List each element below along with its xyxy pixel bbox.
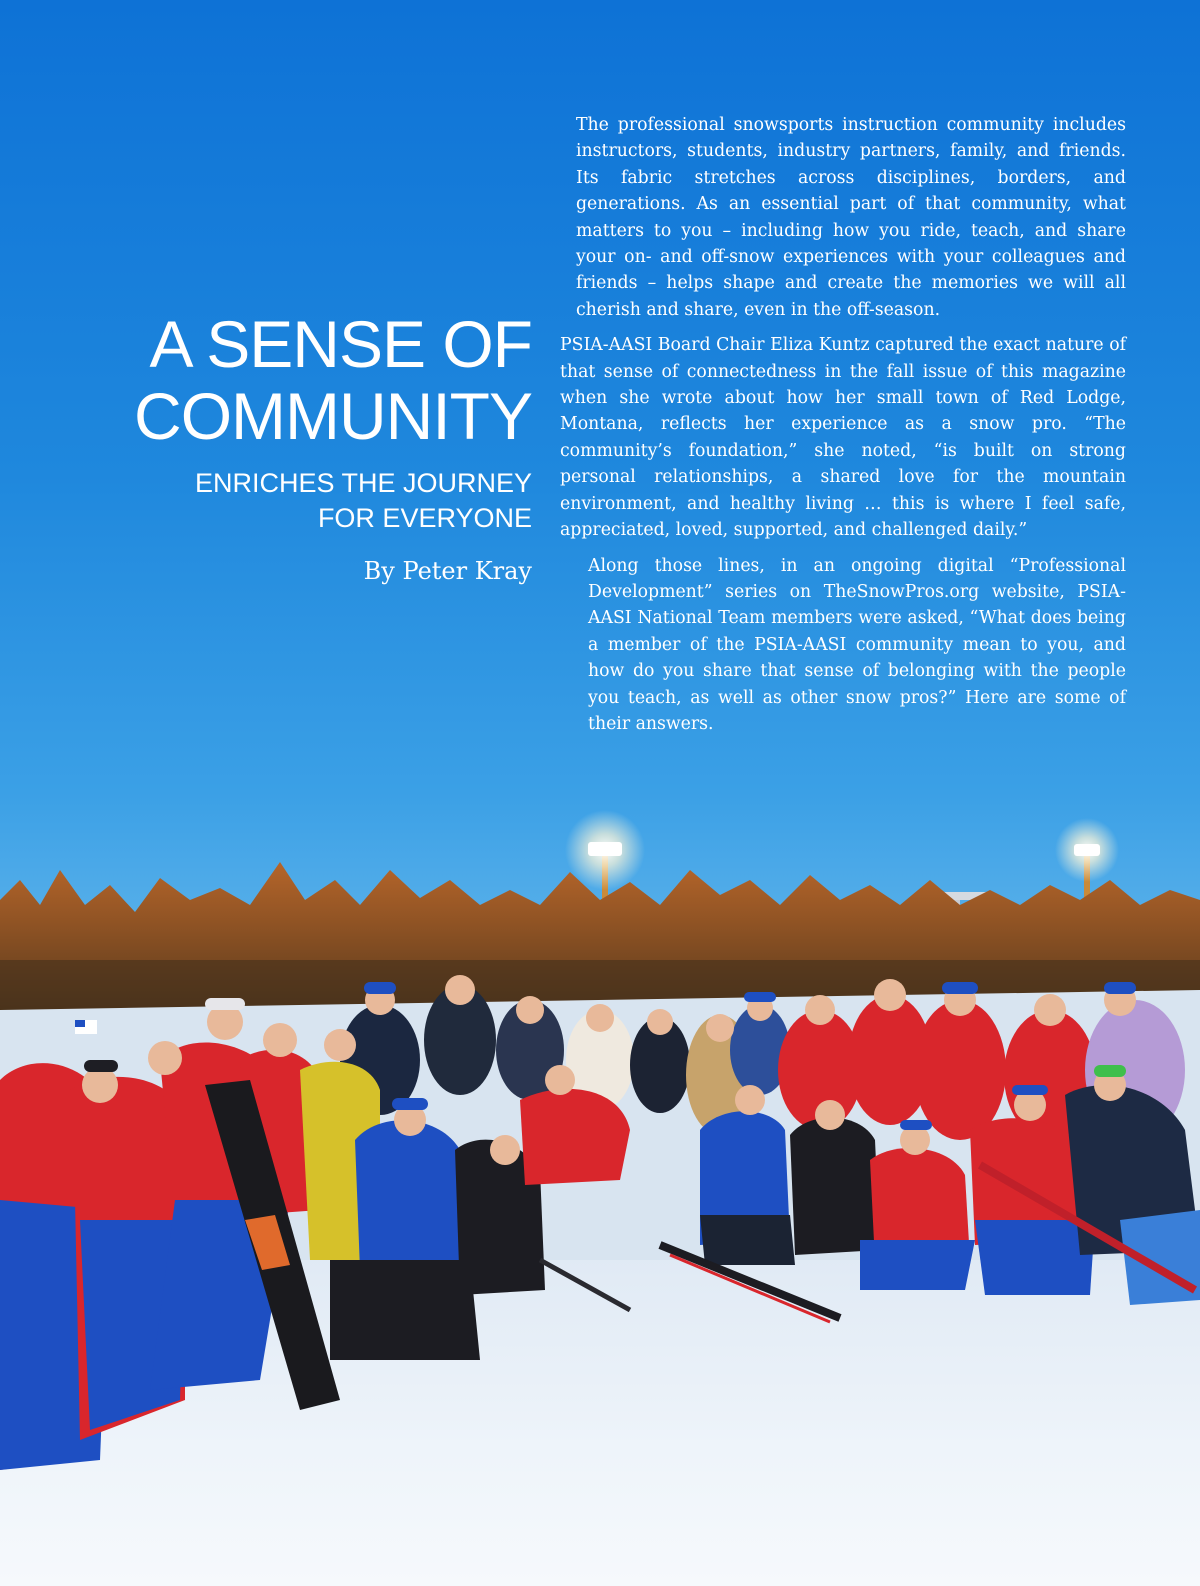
title-line-1: A SENSE OF: [149, 307, 532, 381]
paragraph-2: PSIA-AASI Board Chair Eliza Kuntz captured the exact nature of that sense of connectedness in the fall issue of this magazine when she wrote about how her small town of Red Lodge, Montana, reflects her experience as a snow pro. “The community’s foundation,” she noted, “is built on strong personal relationships, a shared love for the mountain environment, and healthy living … this is where I feel safe, appreciated, loved, supported, and challenged daily.”: [560, 335, 1126, 541]
subtitle-line-1: ENRICHES THE JOURNEY: [194, 468, 532, 498]
byline: By Peter Kray: [363, 557, 532, 585]
title-line-2: COMMUNITY: [134, 379, 532, 453]
subtitle-line-2: FOR EVERYONE: [317, 503, 532, 533]
article-subtitle: [130, 466, 532, 536]
paragraph-1: The professional snowsports instruction community includes instructors, students, industry partners, family, and friends. Its fabric stretches across disciplines, borders, and generations. As an essential part of that community, what matters to you – including how you ride, teach, and share your on- and off-snow experiences with your colleagues and friends – helps shape and create the memories we will all cherish and share, even in the off-season.: [576, 115, 1126, 320]
article-title: [130, 308, 532, 452]
headline-block: [130, 308, 532, 586]
article-body: [560, 112, 1126, 746]
paragraph-3: Along those lines, in an ongoing digital “Professional Development” series on TheSnowPros.org website, PSIA-AASI National Team members were asked, “What does being a member of the PSIA-AASI community mean to you, and how do you share that sense of belonging with the people you teach, as well as other snow pros?” Here are some of their answers.: [588, 555, 1126, 734]
